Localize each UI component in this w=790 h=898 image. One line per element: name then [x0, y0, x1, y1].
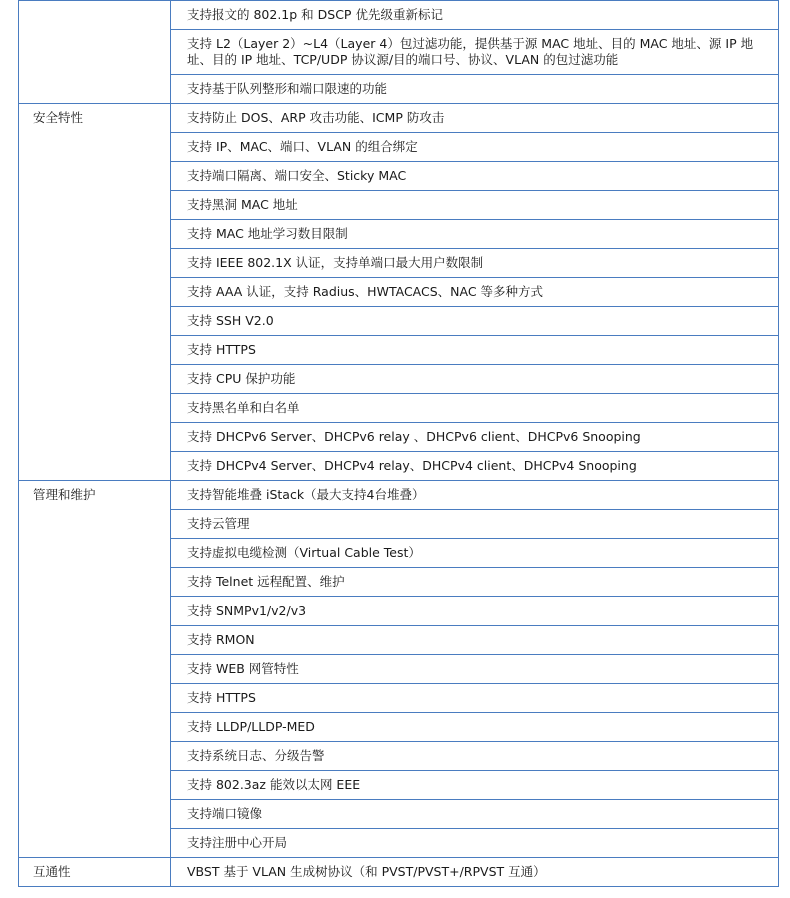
feature-cell: 支持 SSH V2.0	[171, 307, 779, 336]
feature-cell: 支持黑洞 MAC 地址	[171, 191, 779, 220]
table-row	[19, 104, 779, 133]
feature-cell: 支持 WEB 网管特性	[171, 655, 779, 684]
feature-cell: 支持 Telnet 远程配置、维护	[171, 568, 779, 597]
feature-cell: 支持 L2（Layer 2）~L4（Layer 4）包过滤功能，提供基于源 MAC 地址、目的 MAC 地址、源 IP 地址、目的 IP 地址、TCP/UDP 协议源/目的端口号、协议、VLAN 的包过滤功能	[171, 30, 779, 75]
feature-cell: 支持 SNMPv1/v2/v3	[171, 597, 779, 626]
feature-cell: 支持 RMON	[171, 626, 779, 655]
category-cell	[19, 1, 171, 104]
feature-cell: 支持 DHCPv6 Server、DHCPv6 relay 、DHCPv6 client、DHCPv6 Snooping	[171, 423, 779, 452]
feature-cell: 支持 IP、MAC、端口、VLAN 的组合绑定	[171, 133, 779, 162]
category-cell: 互通性	[19, 858, 171, 887]
feature-cell: 支持注册中心开局	[171, 829, 779, 858]
feature-cell: 支持智能堆叠 iStack（最大支持4台堆叠）	[171, 481, 779, 510]
feature-cell: 支持虚拟电缆检测（Virtual Cable Test）	[171, 539, 779, 568]
table-row	[19, 858, 779, 887]
table-row	[19, 481, 779, 510]
table-row	[19, 1, 779, 30]
category-cell: 安全特性	[19, 104, 171, 481]
feature-cell: 支持端口隔离、端口安全、Sticky MAC	[171, 162, 779, 191]
feature-cell: 支持 802.3az 能效以太网 EEE	[171, 771, 779, 800]
feature-cell: 支持云管理	[171, 510, 779, 539]
feature-cell: 支持报文的 802.1p 和 DSCP 优先级重新标记	[171, 1, 779, 30]
feature-cell: 支持黑名单和白名单	[171, 394, 779, 423]
feature-cell: 支持 HTTPS	[171, 336, 779, 365]
feature-cell: 支持 HTTPS	[171, 684, 779, 713]
feature-cell: 支持 MAC 地址学习数目限制	[171, 220, 779, 249]
feature-cell: 支持 LLDP/LLDP-MED	[171, 713, 779, 742]
feature-cell: 支持端口镜像	[171, 800, 779, 829]
feature-cell: VBST 基于 VLAN 生成树协议（和 PVST/PVST+/RPVST 互通）	[171, 858, 779, 887]
feature-cell: 支持 AAA 认证，支持 Radius、HWTACACS、NAC 等多种方式	[171, 278, 779, 307]
feature-cell: 支持 DHCPv4 Server、DHCPv4 relay、DHCPv4 client、DHCPv4 Snooping	[171, 452, 779, 481]
feature-cell: 支持防止 DOS、ARP 攻击功能、ICMP 防攻击	[171, 104, 779, 133]
feature-cell: 支持 CPU 保护功能	[171, 365, 779, 394]
category-cell: 管理和维护	[19, 481, 171, 858]
feature-cell: 支持系统日志、分级告警	[171, 742, 779, 771]
feature-cell: 支持基于队列整形和端口限速的功能	[171, 75, 779, 104]
feature-cell: 支持 IEEE 802.1X 认证，支持单端口最大用户数限制	[171, 249, 779, 278]
spec-table	[18, 0, 779, 887]
